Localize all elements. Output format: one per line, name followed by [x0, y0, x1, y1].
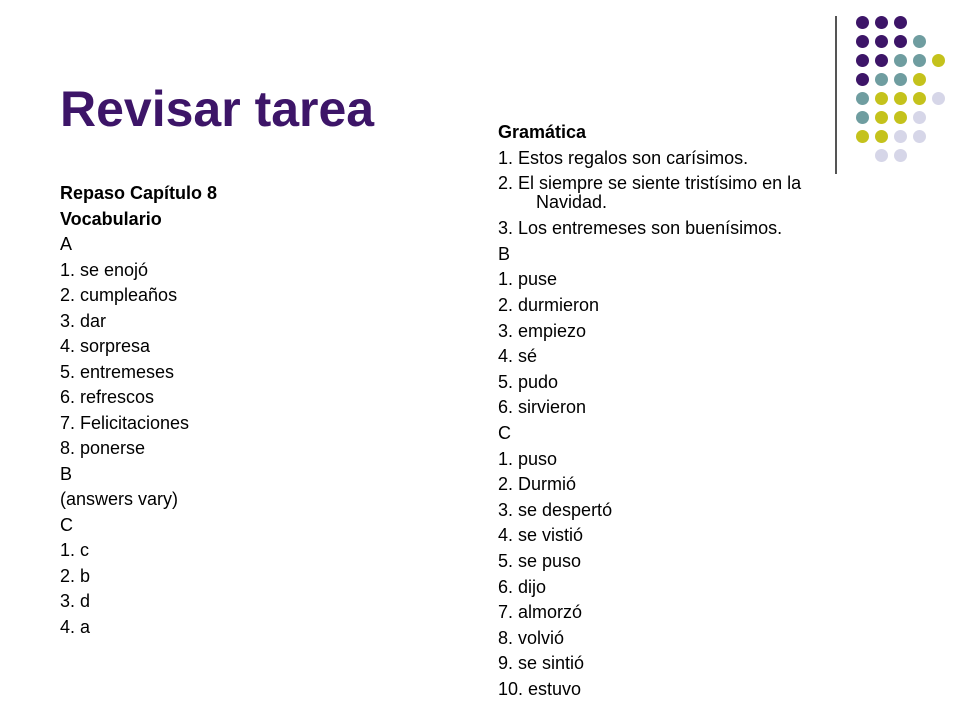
- right-column-line: [498, 677, 858, 703]
- answer-text: 2. durmieron: [498, 294, 600, 315]
- right-column-line: [498, 216, 858, 242]
- slide-title: Revisar tarea: [60, 81, 375, 137]
- decorative-dot: [875, 35, 888, 48]
- decorative-dot: [875, 16, 888, 29]
- answer-text: 2. b: [60, 565, 91, 586]
- answer-text: 6. dijo: [498, 576, 547, 597]
- decorative-dot: [894, 130, 907, 143]
- right-column-line: [498, 549, 858, 575]
- left-column-line: [60, 589, 420, 615]
- decorative-dot: [913, 92, 926, 105]
- answer-text: 5. se puso: [498, 550, 582, 571]
- right-column-answers: [498, 120, 858, 702]
- decorative-dot: [894, 92, 907, 105]
- answer-text: 5. pudo: [498, 371, 559, 392]
- left-column-line: [60, 513, 420, 539]
- answer-text: Gramática: [498, 122, 587, 142]
- left-column-line: [60, 334, 420, 360]
- answer-text: 2. El siempre se siente tristísimo en la: [498, 173, 802, 194]
- decorative-dot: [894, 54, 907, 67]
- answer-text: 3. d: [60, 591, 91, 611]
- left-column-line: [60, 411, 420, 437]
- decorative-divider-line: [835, 16, 837, 174]
- right-column-line: [498, 600, 858, 626]
- left-column-line: [60, 385, 420, 411]
- answer-text: 1. Estos regalos son carísimos.: [498, 147, 749, 168]
- decorative-dot: [875, 111, 888, 124]
- answer-text: 7. almorzó: [498, 602, 583, 623]
- answer-text: 2. Durmió: [498, 474, 577, 495]
- answer-text: B: [60, 463, 73, 484]
- left-column-line: [60, 462, 420, 488]
- decorative-dot: [894, 111, 907, 124]
- decorative-dot: [932, 92, 945, 105]
- left-column-line: [60, 283, 420, 309]
- answer-text: Vocabulario: [60, 208, 162, 229]
- right-column-line: [498, 171, 858, 216]
- answer-text: 4. se vistió: [498, 525, 584, 546]
- right-column-line: [498, 120, 858, 146]
- right-column-line: [498, 395, 858, 421]
- decorative-dot: [913, 130, 926, 143]
- right-column-line: [498, 447, 858, 473]
- answer-text: 8. ponerse: [60, 438, 146, 458]
- answer-text: 7. Felicitaciones: [60, 412, 190, 433]
- answer-text: 4. sorpresa: [60, 336, 151, 356]
- left-column-line: [60, 487, 420, 513]
- left-column-line: [60, 258, 420, 284]
- answer-text: 1. puso: [498, 448, 558, 469]
- decorative-dot: [856, 73, 869, 86]
- answer-text: 1. puse: [498, 269, 558, 290]
- right-column-line: [498, 370, 858, 396]
- answer-text: 1. se enojó: [60, 259, 149, 280]
- right-column-line: [498, 344, 858, 370]
- answer-text: 3. empiezo: [498, 320, 587, 341]
- left-column-line: [60, 615, 420, 641]
- answer-text: C: [498, 422, 511, 443]
- answer-text: 2. cumpleaños: [60, 285, 178, 305]
- answer-text: 8. volvió: [498, 627, 565, 648]
- decorative-dot: [894, 16, 907, 29]
- answer-text: 9. se sintió: [498, 653, 585, 674]
- answer-text: B: [498, 243, 511, 264]
- right-column-line: [498, 523, 858, 549]
- left-column-line: [60, 309, 420, 335]
- answer-text: 5. entremeses: [60, 361, 175, 382]
- decorative-dot: [913, 35, 926, 48]
- decorative-dot: [875, 54, 888, 67]
- decorative-dot: [913, 73, 926, 86]
- decorative-dot: [913, 54, 926, 67]
- right-column-line: [498, 421, 858, 447]
- answer-text: 10. estuvo: [498, 678, 582, 699]
- right-column-line: [498, 575, 858, 601]
- right-column-line: [498, 319, 858, 345]
- right-column-line: [498, 293, 858, 319]
- decorative-dot: [894, 149, 907, 162]
- answer-text: 3. dar: [60, 310, 107, 331]
- left-column-line: [60, 564, 420, 590]
- left-column-line: [60, 360, 420, 386]
- decorative-dot: [856, 92, 869, 105]
- right-column-line: [498, 651, 858, 677]
- answer-text: 3. Los entremeses son buenísimos.: [498, 218, 783, 239]
- decorative-dot: [894, 73, 907, 86]
- decorative-dot: [875, 149, 888, 162]
- left-column-line: [60, 181, 420, 207]
- decorative-dot: [856, 16, 869, 29]
- decorative-dot: [894, 35, 907, 48]
- left-column-line: [60, 232, 420, 258]
- left-column-line: [60, 207, 420, 233]
- right-column-line: [498, 146, 858, 172]
- left-column-line: [60, 436, 420, 462]
- answer-text: A: [60, 234, 73, 254]
- decorative-dot: [875, 92, 888, 105]
- answer-text: 6. refrescos: [60, 387, 155, 407]
- right-column-line: [498, 626, 858, 652]
- answer-continuation: Navidad.: [536, 192, 608, 213]
- left-column-answers: [60, 181, 420, 640]
- right-column-line: [498, 498, 858, 524]
- decorative-dot: [875, 130, 888, 143]
- decorative-dot: [856, 35, 869, 48]
- decorative-dot: [856, 54, 869, 67]
- answer-text: Repaso Capítulo 8: [60, 183, 218, 203]
- decorative-dot: [913, 111, 926, 124]
- decorative-dot: [932, 54, 945, 67]
- decorative-dot: [875, 73, 888, 86]
- right-column-line: [498, 242, 858, 268]
- left-column-line: [60, 538, 420, 564]
- answer-text: 4. sé: [498, 346, 538, 367]
- right-column-line: [498, 267, 858, 293]
- answer-text: 1. c: [60, 540, 90, 560]
- answer-text: 6. sirvieron: [498, 397, 587, 418]
- answer-text: 4. a: [60, 616, 91, 637]
- answer-text: C: [60, 514, 73, 535]
- answer-text: (answers vary): [60, 489, 179, 509]
- right-column-line: [498, 472, 858, 498]
- answer-text: 3. se despertó: [498, 499, 613, 520]
